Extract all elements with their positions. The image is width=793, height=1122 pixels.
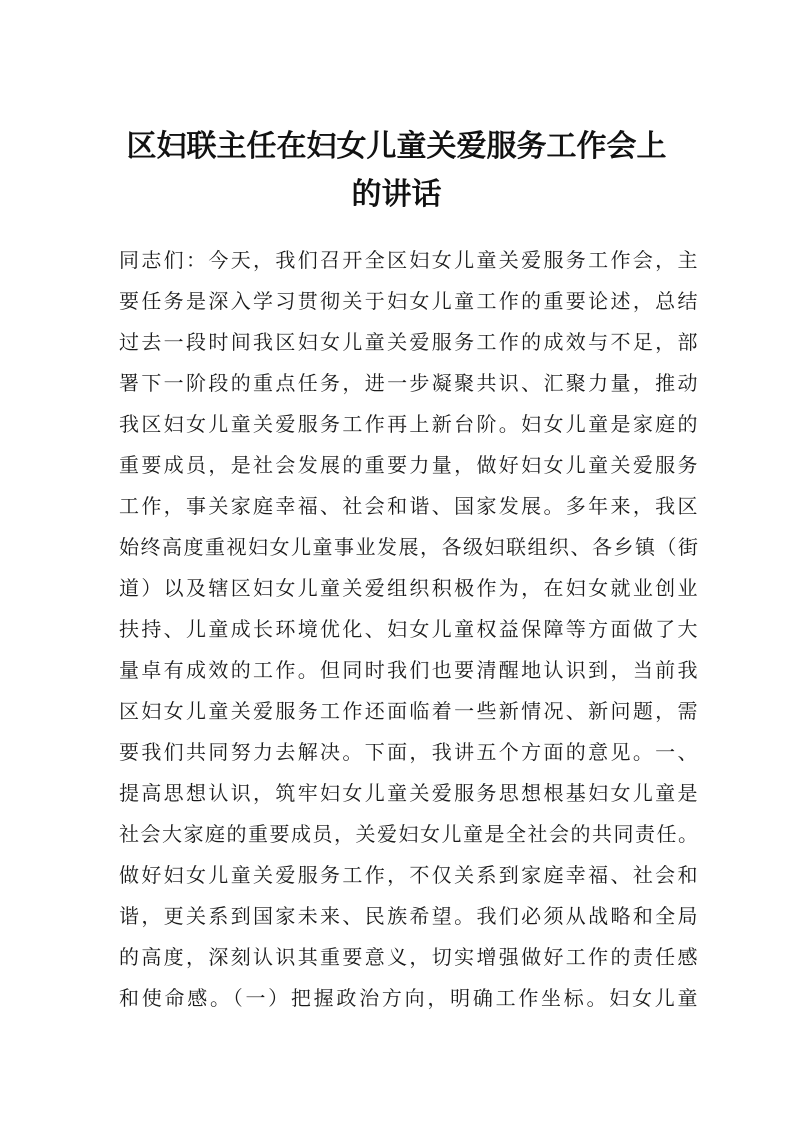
body-line: 重要成员，是社会发展的重要力量，做好妇女儿童关爱服务 bbox=[119, 453, 699, 477]
body-line: 量卓有成效的工作。但同时我们也要清醒地认识到，当前我 bbox=[119, 658, 699, 682]
body-line: 做好妇女儿童关爱服务工作，不仅关系到家庭幸福、社会和 bbox=[119, 863, 699, 887]
body-line: 谐，更关系到国家未来、民族希望。我们必须从战略和全局 bbox=[119, 904, 699, 928]
body-line: 区妇女儿童关爱服务工作还面临着一些新情况、新问题，需 bbox=[119, 699, 699, 723]
body-line: 要我们共同努力去解决。下面，我讲五个方面的意见。一、 bbox=[119, 740, 699, 764]
body-line: 始终高度重视妇女儿童事业发展，各级妇联组织、各乡镇（街 bbox=[119, 535, 699, 559]
body-line: 同志们：今天，我们召开全区妇女儿童关爱服务工作会，主 bbox=[119, 248, 699, 272]
body-line: 提高思想认识，筑牢妇女儿童关爱服务思想根基妇女儿童是 bbox=[119, 781, 699, 805]
document-title-line-1: 区妇联主任在妇女儿童关爱服务工作会上 bbox=[126, 129, 667, 164]
body-line: 工作，事关家庭幸福、社会和谐、国家发展。多年来，我区 bbox=[119, 494, 699, 518]
body-line: 我区妇女儿童关爱服务工作再上新台阶。妇女儿童是家庭的 bbox=[119, 412, 699, 436]
body-line: 的高度，深刻认识其重要意义，切实增强做好工作的责任感 bbox=[119, 945, 699, 969]
body-line: 和使命感。（一）把握政治方向，明确工作坐标。妇女儿童 bbox=[119, 986, 699, 1010]
body-line: 过去一段时间我区妇女儿童关爱服务工作的成效与不足，部 bbox=[119, 330, 699, 354]
body-line: 署下一阶段的重点任务，进一步凝聚共识、汇聚力量，推动 bbox=[119, 371, 699, 395]
body-line: 要任务是深入学习贯彻关于妇女儿童工作的重要论述，总结 bbox=[119, 289, 699, 313]
document-body bbox=[119, 240, 699, 1019]
body-line: 扶持、儿童成长环境优化、妇女儿童权益保障等方面做了大 bbox=[119, 617, 699, 641]
body-line: 道）以及辖区妇女儿童关爱组织积极作为，在妇女就业创业 bbox=[119, 576, 699, 600]
body-line: 社会大家庭的重要成员，关爱妇女儿童是全社会的共同责任。 bbox=[119, 822, 699, 846]
document-title-line-2: 的讲话 bbox=[351, 177, 442, 212]
